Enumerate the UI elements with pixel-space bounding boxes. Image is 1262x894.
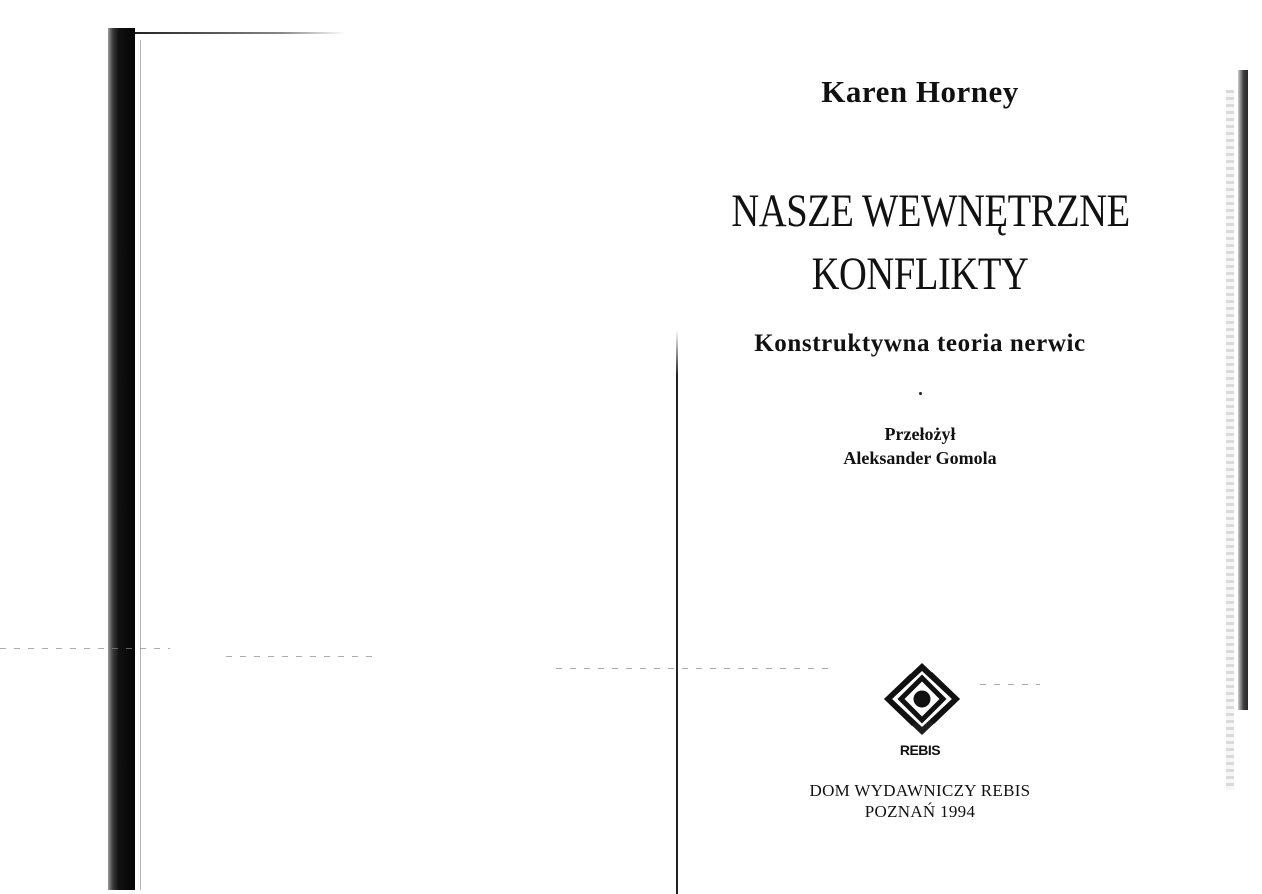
publisher-name: DOM WYDAWNICZY REBIS xyxy=(809,781,1031,800)
author-name: Karen Horney xyxy=(821,74,1019,109)
scan-artifact-line xyxy=(0,648,170,649)
publication-place-year: POZNAŃ 1994 xyxy=(864,802,976,821)
left-page-top-edge xyxy=(135,32,345,34)
title-page xyxy=(690,0,1150,894)
book-title-line-1: NASZE WEWNĘTRZNE xyxy=(731,185,1130,237)
translator-label: Przełożył xyxy=(884,424,956,444)
right-page-edge-texture xyxy=(1226,90,1234,790)
publisher-logo-text: REBIS xyxy=(899,742,941,758)
center-fold-line xyxy=(676,330,678,894)
translator-name: Aleksander Gomola xyxy=(843,448,997,468)
left-binding-hairline xyxy=(140,40,141,890)
rebis-logo-icon xyxy=(876,660,968,738)
book-subtitle: Konstruktywna teoria nerwic xyxy=(754,330,1086,357)
right-edge-shadow xyxy=(1238,70,1248,710)
scan-artifact-line xyxy=(226,656,376,657)
ornament-dot xyxy=(919,392,922,395)
left-binding-shadow xyxy=(108,28,135,890)
book-title-line-2: KONFLIKTY xyxy=(811,248,1029,300)
